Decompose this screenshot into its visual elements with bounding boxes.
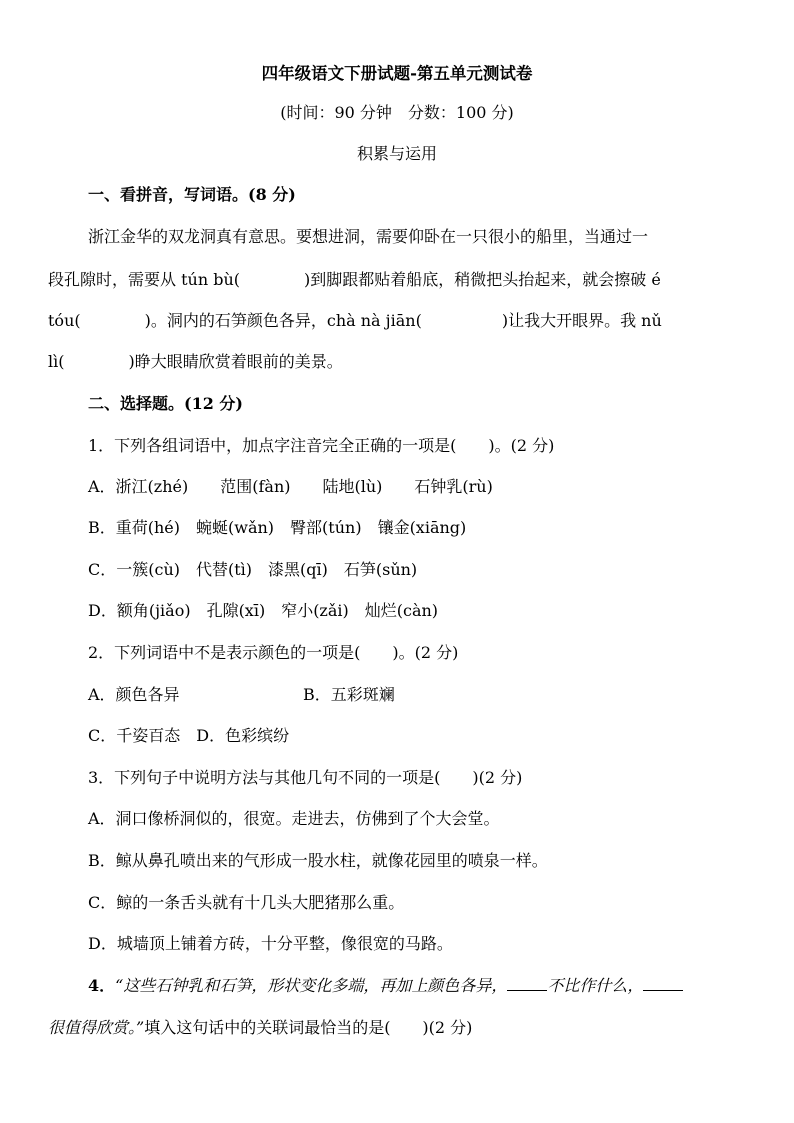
q2-option-a: A．颜色各异 <box>88 685 180 704</box>
q3-option-c: C．鲸的一条舌头就有十几头大肥猪那么重。 <box>88 893 405 912</box>
part1-para-line-2: 段孔隙时，需要从 tún bù( )到脚跟都贴着船底，稍微把头抬起来，就会擦破 é <box>48 270 661 289</box>
q2-stem: 2．下列词语中不是表示颜色的一项是( )。(2 分) <box>88 643 459 662</box>
q4-quote-end: 很值得欣赏。” <box>48 1018 145 1037</box>
q4-blank-1 <box>507 976 547 991</box>
q3-option-d: D．城墙顶上铺着方砖，十分平整，像很宽的马路。 <box>88 934 453 953</box>
q1-option-c: C．一簇(cù) 代替(tì) 漆黑(qī) 石笋(sǔn) <box>88 560 418 579</box>
section-label: 积累与运用 <box>356 144 437 163</box>
q4-blank-2 <box>643 976 683 991</box>
part1-para-line-1: 浙江金华的双龙洞真有意思。要想进洞，需要仰卧在一只很小的船里，当通过一 <box>88 227 649 246</box>
part1-heading: 一、看拼音，写词语。(8 分) <box>88 185 296 204</box>
q4-line-1 <box>88 976 794 996</box>
q3-option-b: B．鲸从鼻孔喷出来的气形成一股水柱，就像花园里的喷泉一样。 <box>88 851 548 870</box>
q1-option-b: B．重荷(hé) 蜿蜒(wǎn) 臀部(tún) 镶金(xiāng) <box>88 518 467 537</box>
q1-stem: 1．下列各组词语中，加点字注音完全正确的一项是( )。(2 分) <box>88 436 555 455</box>
q4-quote-part-b: 不比作什么， <box>547 976 644 995</box>
time-score-info: (时间：90 分钟 分数：100 分) <box>280 103 514 122</box>
part2-heading: 二、选择题。(12 分) <box>88 394 243 413</box>
q3-option-a: A．洞口像桥洞似的，很宽。走进去，仿佛到了个大会堂。 <box>88 809 500 828</box>
part1-para-line-4: lì( )睁大眼睛欣赏着眼前的美景。 <box>48 352 343 371</box>
q4-number: 4． <box>88 976 116 995</box>
q1-option-a: A．浙江(zhé) 范围(fàn) 陆地(lù) 石钟乳(rù) <box>88 477 493 496</box>
q4-line-2 <box>48 1018 794 1038</box>
q1-option-d: D．额角(jiǎo) 孔隙(xī) 窄小(zǎi) 灿烂(càn) <box>88 601 439 620</box>
q3-stem: 3．下列句子中说明方法与其他几句不同的一项是( )(2 分) <box>88 768 523 787</box>
part1-para-line-3: tóu( )。洞内的石笋颜色各异，chà nà jiān( )让我大开眼界。我 nǔ <box>48 311 662 330</box>
q2-option-cd: C．千姿百态 D．色彩缤纷 <box>88 726 290 745</box>
q2-option-b: B．五彩斑斓 <box>303 685 395 704</box>
q4-instruction: 填入这句话中的关联词最恰当的是( )(2 分) <box>144 1018 473 1037</box>
page-title: 四年级语文下册试题-第五单元测试卷 <box>261 64 533 83</box>
q4-quote-part-a: “这些石钟乳和石笋，形状变化多端，再加上颜色各异， <box>115 976 508 995</box>
